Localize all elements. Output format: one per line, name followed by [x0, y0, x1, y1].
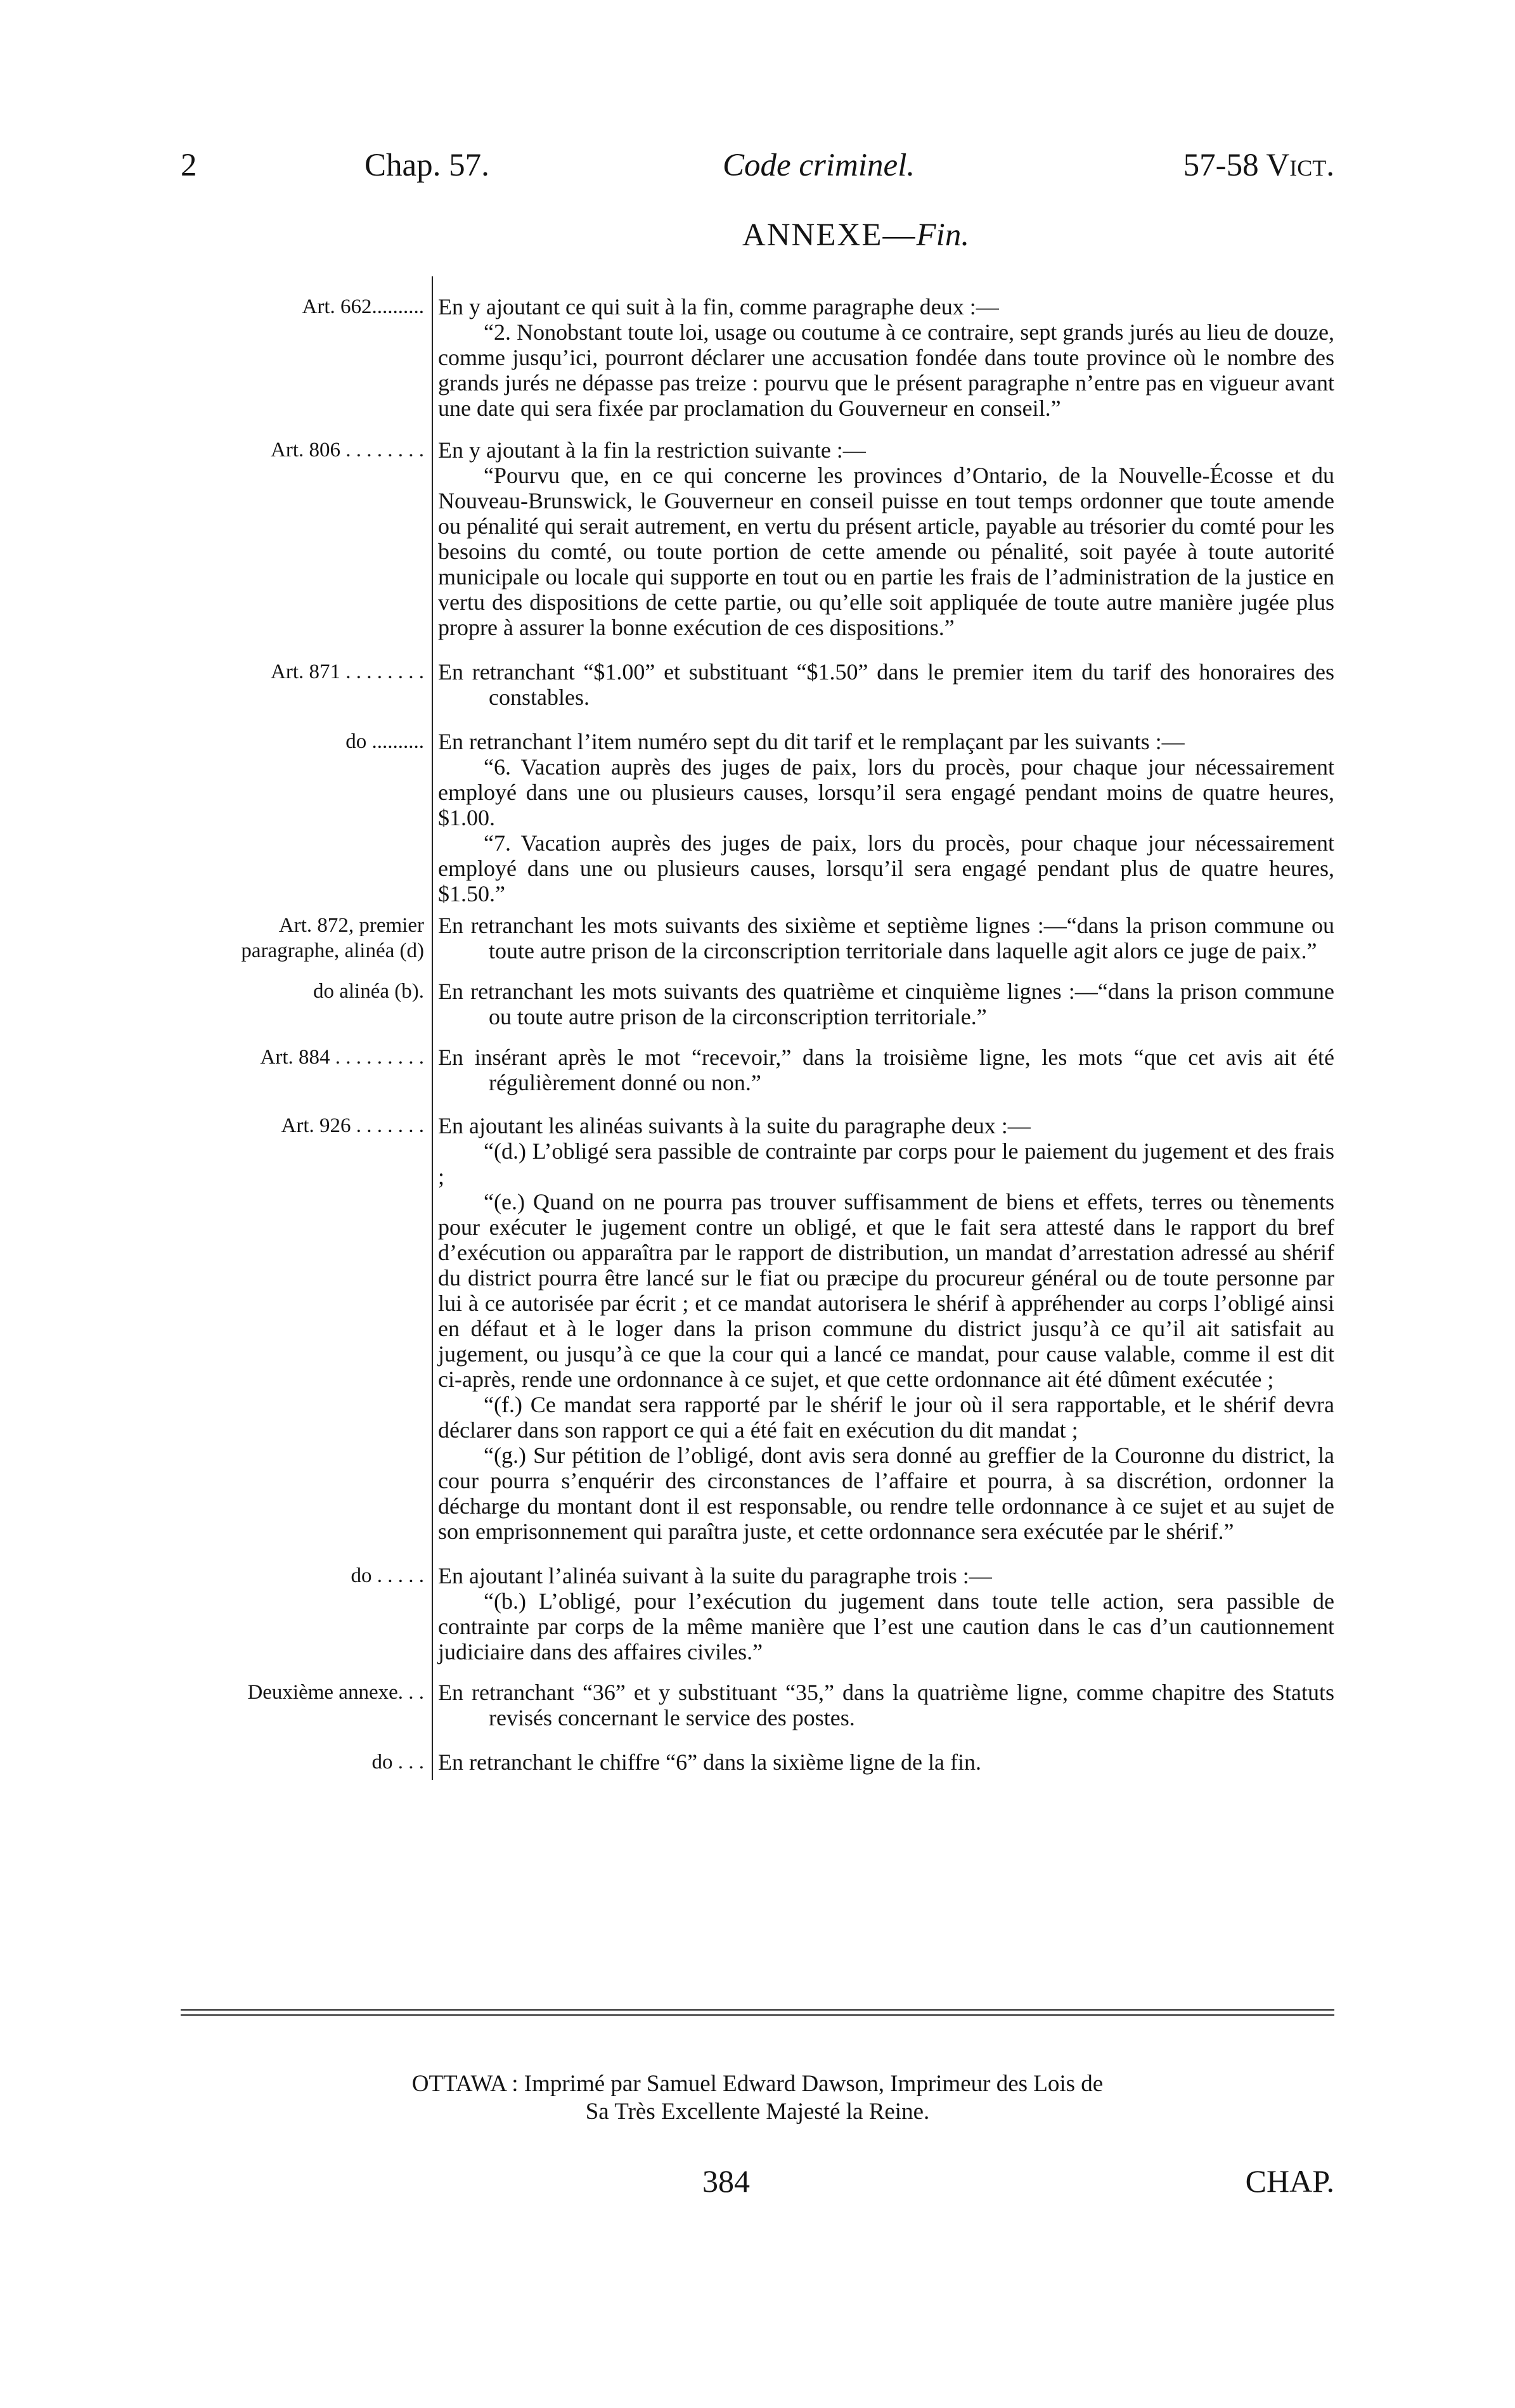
- article-reference: Art. 662..........: [302, 295, 424, 318]
- article-reference: Art. 871 . . . . . . . .: [271, 660, 424, 683]
- amendment-text: [432, 437, 1334, 640]
- footer-rule-top: [181, 2009, 1334, 2011]
- amendment-paragraph: En retranchant l’item numéro sept du dit tarif et le remplaçant par les suivants :—: [438, 729, 1185, 754]
- bottom-page-number: 384: [702, 2163, 750, 2199]
- running-title: Code criminel.: [723, 148, 915, 183]
- amendment-paragraph: “(b.) L’obligé, pour l’exécution du jugement dans toute telle action, sera passible de contrainte par corps de la même manière que l’est une caution dans le cas d’un cautionnement judiciaire dans des affaires civiles.”: [438, 1588, 1334, 1664]
- amendment-paragraph: En insérant après le mot “recevoir,” dans la troisième ligne, les mots “que cet avis ait été régulièrement donné ou non.”: [438, 1045, 1334, 1095]
- amendment-text: [432, 1680, 1334, 1730]
- amendment-text: [432, 294, 1334, 421]
- article-reference: Deuxième annexe. . .: [247, 1681, 424, 1704]
- amendment-entry: [181, 1680, 1334, 1730]
- amendment-paragraph: En y ajoutant à la fin la restriction suivante :—: [438, 437, 866, 463]
- amendment-entry: [181, 729, 1334, 906]
- amendment-paragraph: En y ajoutant ce qui suit à la fin, comme paragraphe deux :—: [438, 294, 999, 319]
- amendment-paragraph: En ajoutant les alinéas suivants à la suite du paragraphe deux :—: [438, 1113, 1031, 1138]
- amendment-entry: [181, 294, 1334, 421]
- amendment-paragraph: “2. Nonobstant toute loi, usage ou coutume à ce contraire, sept grands jurés au lieu de douze, comme jusqu’ici, pourront déclarer une accusation fondée dans toute province où le nombre des grands jurés ne dépasse pas treize : pourvu que le présent paragraphe n’entre pas en vigueur avant une date qui sera fixée par proclamation du Gouverneur en conseil.”: [438, 319, 1334, 421]
- amendment-text: [432, 913, 1334, 963]
- regnal-year: 57-58 Vict.: [1183, 148, 1334, 183]
- footer-rule-bottom: [181, 2014, 1334, 2016]
- amendment-paragraph: En ajoutant l’alinéa suivant à la suite du paragraphe trois :—: [438, 1563, 992, 1588]
- amendment-text: [432, 659, 1334, 710]
- amendment-text: [432, 1749, 1334, 1775]
- amendment-text: [432, 1045, 1334, 1095]
- amendment-paragraph: En retranchant le chiffre “6” dans la sixième ligne de la fin.: [438, 1749, 981, 1775]
- amendment-paragraph: “7. Vacation auprès des juges de paix, lors du procès, pour chaque jour nécessairement employé dans une ou plusieurs causes, lorsqu’il sera engagé pendant plus de quatre heures, $1.50.”: [438, 830, 1334, 906]
- amendment-text: [432, 979, 1334, 1029]
- amendment-paragraph: En retranchant les mots suivants des sixième et septième lignes :—“dans la prison commune ou toute autre prison de la circonscription territoriale dans laquelle agit alors ce juge de paix.”: [438, 913, 1334, 963]
- amendment-paragraph: En retranchant “$1.00” et substituant “$1.50” dans le premier item du tarif des honoraires des constables.: [438, 659, 1334, 710]
- amendment-paragraph: En retranchant “36” et y substituant “35,” dans la quatrième ligne, comme chapitre des Statuts revisés concernant le service des postes.: [438, 1680, 1334, 1730]
- annexe-title-main: ANNEXE—: [742, 217, 917, 253]
- imprint-line-2: Sa Très Excellente Majesté la Reine.: [585, 2099, 930, 2125]
- article-reference: Art. 872, premier paragraphe, alinéa (d): [241, 914, 424, 962]
- column-divider: [432, 276, 433, 1780]
- catchword: CHAP.: [1245, 2163, 1334, 2199]
- printer-imprint: [0, 2070, 1515, 2126]
- amendment-paragraph: “(d.) L’obligé sera passible de contrainte par corps pour le paiement du jugement et des frais ;: [438, 1138, 1334, 1189]
- article-reference: Art. 884 . . . . . . . . .: [260, 1046, 424, 1069]
- amendment-paragraph: “(f.) Ce mandat sera rapporté par le shérif le jour où il sera rapportable, et le shérif devra déclarer dans son rapport ce qui a été fait en exécution du dit mandat ;: [438, 1392, 1334, 1443]
- imprint-line-1: OTTAWA : Imprimé par Samuel Edward Dawson, Imprimeur des Lois de: [411, 2071, 1104, 2097]
- amendment-entry: [181, 1045, 1334, 1095]
- amendment-entry: [181, 1749, 1334, 1775]
- running-header: [181, 147, 1334, 191]
- amendment-paragraph: “Pourvu que, en ce qui concerne les provinces d’Ontario, de la Nouvelle-Écosse et du Nouveau-Brunswick, le Gouverneur en conseil puisse en tout temps ordonner que toute amende ou pénalité qui serait autrement, en vertu du présent article, payable au trésorier du comté pour les besoins du comté, ou toute portion de cette amende ou pénalité, soit payée à toute autorité municipale ou locale qui supporte en tout ou en partie les frais de l’administration de la justice en vertu des dispositions de cette partie, ou qu’elle soit appliquée de toute autre manière jugée plus propre à assurer la bonne exécution de ces dispositions.”: [438, 463, 1334, 640]
- annexe-title-fin: Fin.: [916, 217, 970, 253]
- annexe-title: [0, 217, 1515, 254]
- article-reference: do alinéa (b).: [313, 980, 424, 1003]
- amendment-text: [432, 729, 1334, 906]
- amendment-entry: [181, 1563, 1334, 1664]
- article-reference: do . . .: [371, 1751, 424, 1774]
- amendment-paragraph: “(e.) Quand on ne pourra pas trouver suffisamment de biens et effets, terres ou tènements pour exécuter le jugement contre un obligé, et que le fait sera attesté dans le rapport du bref d’exécution ou apparaîtra par le rapport de distribution, un mandat d’arrestation adressé au shérif du district pourra être lancé sur le fiat ou præcipe du procureur général ou de toute personne par lui à ce autorisée par écrit ; et ce mandat autorisera le shérif à appréhender au corps l’obligé ainsi en défaut et à le loger dans la prison commune du district jusqu’à ce qu’il ait satisfait au jugement, ou jusqu’à ce que la cour qui a lancé ce mandat, pour cause valable, comme il est dit ci-après, rende une ordonnance à ce sujet, et que cette ordonnance ait été dûment exécutée ;: [438, 1189, 1334, 1392]
- amendment-entry: [181, 659, 1334, 710]
- chapter-label: Chap. 57.: [364, 148, 489, 183]
- amendment-text: [432, 1563, 1334, 1664]
- amendment-entry: [181, 979, 1334, 1029]
- amendment-entry: [181, 437, 1334, 640]
- article-reference: do ..........: [345, 730, 424, 753]
- article-reference: Art. 806 . . . . . . . .: [271, 439, 424, 461]
- amendment-entry: [181, 913, 1334, 963]
- article-reference: do . . . . .: [351, 1564, 424, 1587]
- page-number: 2: [181, 148, 197, 183]
- amendment-entry: [181, 1113, 1334, 1544]
- article-reference: Art. 926 . . . . . . .: [281, 1114, 424, 1137]
- amendment-paragraph: “(g.) Sur pétition de l’obligé, dont avis sera donné au greffier de la Couronne du district, la cour pourra s’enquérir des circonstances de l’affaire et pourra, à sa discrétion, ordonner la décharge du montant dont il est responsable, ou rendre telle ordonnance à ce sujet et au sujet de son emprisonnement qui paraîtra juste, et cette ordonnance sera exécutée par le shérif.”: [438, 1443, 1334, 1544]
- amendments-table: [181, 279, 1334, 1775]
- amendment-text: [432, 1113, 1334, 1544]
- amendment-paragraph: “6. Vacation auprès des juges de paix, lors du procès, pour chaque jour nécessairement employé dans une ou plusieurs causes, lorsqu’il sera engagé pendant moins de quatre heures, $1.00.: [438, 754, 1334, 830]
- amendment-paragraph: En retranchant les mots suivants des quatrième et cinquième lignes :—“dans la prison commune ou toute autre prison de la circonscription territoriale.”: [438, 979, 1334, 1029]
